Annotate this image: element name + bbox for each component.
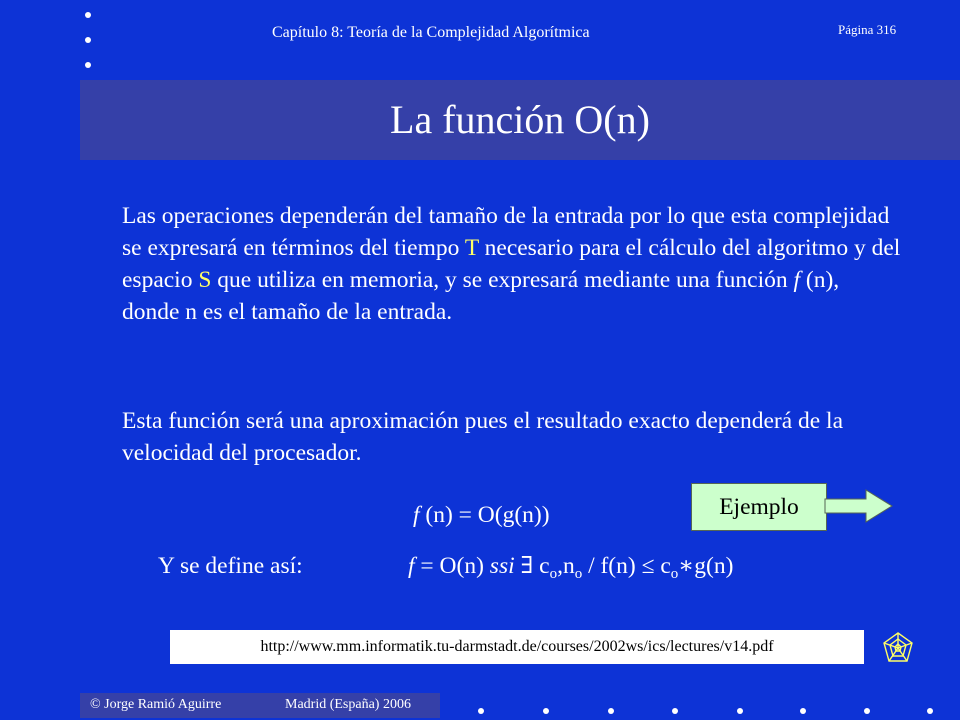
text-run: necesario para el cálculo del algoritmo y del espacio (122, 235, 901, 293)
definition-label: Y se define así: (158, 553, 303, 579)
example-button[interactable]: Ejemplo (691, 483, 827, 531)
paragraph-operations (122, 200, 902, 328)
decor-dot (927, 708, 933, 714)
decor-dot (800, 708, 806, 714)
slide-title: La función O(n) (390, 97, 650, 142)
page-number: Página 316 (838, 22, 897, 37)
formula-text: (n) = O(g(n)) (419, 502, 550, 528)
formula-big-o (413, 502, 550, 529)
highlight-S: S (198, 267, 212, 293)
subscript-o: o (549, 566, 558, 582)
reference-link[interactable]: http://www.mm.informatik.tu-darmstadt.de/courses/2002ws/ics/lectures/v14.pdf (170, 630, 864, 664)
decor-dot (85, 12, 91, 18)
decor-dot (672, 708, 678, 714)
subscript-o: o (670, 566, 679, 582)
italic-ssi: ssi (489, 553, 515, 579)
arrow-right-icon[interactable] (824, 489, 894, 523)
decor-dot (85, 62, 91, 68)
chapter-header: Capítulo 8: Teoría de la Complejidad Algorítmica (272, 24, 590, 41)
text-run: que utiliza en memoria, y se expresará mediante una función (211, 267, 794, 293)
spider-web-icon[interactable] (880, 630, 916, 666)
italic-f: f (408, 553, 415, 579)
subscript-o: o (574, 566, 583, 582)
formula-text: / f(n) ≤ c (582, 553, 671, 579)
title-band (80, 80, 960, 160)
italic-f: f (413, 502, 420, 528)
decor-dot (85, 37, 91, 43)
formula-text: = O(n) (414, 553, 490, 579)
formula-text: ∃ c (514, 553, 550, 579)
decor-dot (478, 708, 484, 714)
text-run: (n), donde n es el tamaño de la entrada. (122, 267, 840, 325)
formula-text: ,n (557, 553, 575, 579)
formula-definition (158, 551, 733, 580)
footer-place: Madrid (España) 2006 (285, 697, 411, 712)
decor-dot (543, 708, 549, 714)
decor-dot (737, 708, 743, 714)
italic-f: f (793, 267, 801, 293)
formula-text: ∗g(n) (678, 553, 734, 579)
decor-dot (864, 708, 870, 714)
text-run: Las operaciones dependerán del tamaño de la entrada por lo que esta complejidad se expresará en términos del tiempo (122, 203, 890, 261)
highlight-T: T (464, 235, 479, 261)
paragraph-approximation: Esta función será una aproximación pues el resultado exacto dependerá de la velocidad del procesador. (122, 408, 844, 466)
decor-dot (608, 708, 614, 714)
footer-author: © Jorge Ramió Aguirre (90, 697, 222, 712)
